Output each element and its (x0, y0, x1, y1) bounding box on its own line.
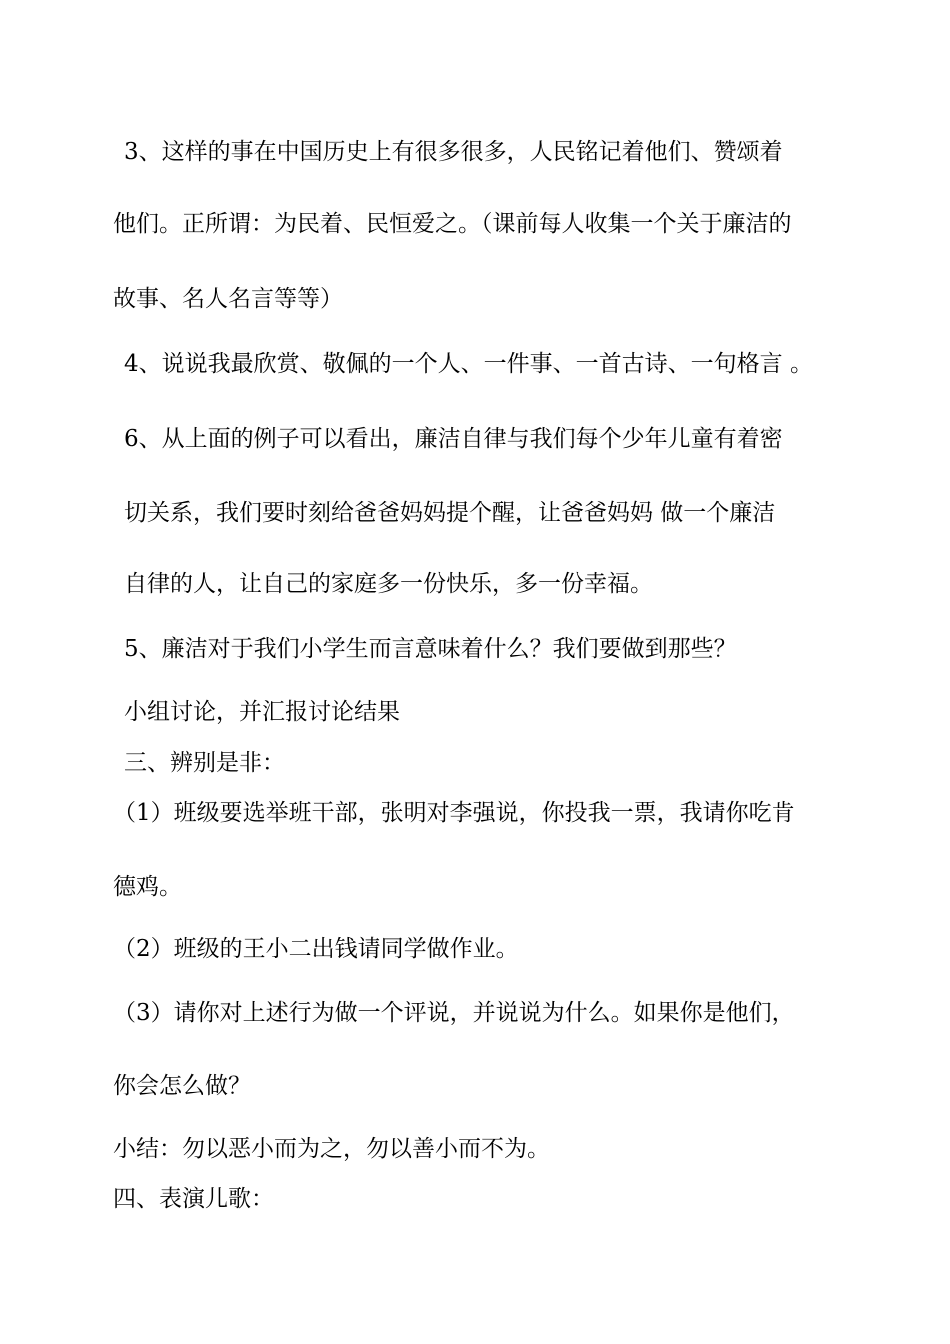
text-line-6: 切关系，我们要时刻给爸爸妈妈提个醒，让爸爸妈妈 做一个廉洁 (124, 500, 776, 526)
text-line-9: 小组讨论，并汇报讨论结果 (124, 699, 400, 725)
text-line-2: 他们。正所谓：为民着、民恒爱之。（课前每人收集一个关于廉洁的 (113, 211, 792, 237)
text-line-16: 小结：勿以恶小而为之，勿以善小而不为。 (113, 1136, 550, 1162)
text-line-15: 你会怎么做？ (113, 1073, 251, 1099)
text-line-1: 3、这样的事在中国历史上有很多很多，人民铭记着他们、赞颂着 (124, 139, 783, 165)
text-line-7: 自律的人，让自己的家庭多一份快乐，多一份幸福。 (124, 571, 653, 597)
text-line-17: 四、表演儿歌： (113, 1186, 274, 1212)
text-line-10: 三、辨别是非： (124, 750, 285, 776)
text-line-12: 德鸡。 (113, 874, 182, 900)
text-line-11: （1）班级要选举班干部，张明对李强说，你投我一票，我请你吃肯 (113, 800, 795, 826)
text-line-14: （3）请你对上述行为做一个评说，并说说为什么。如果你是他们， (113, 1000, 795, 1026)
text-line-8: 5、廉洁对于我们小学生而言意味着什么？我们要做到那些？ (124, 636, 737, 662)
text-line-3: 故事、名人名言等等） (113, 286, 343, 312)
text-line-5: 6、从上面的例子可以看出，廉洁自律与我们每个少年儿童有着密 (124, 426, 783, 452)
text-line-13: （2）班级的王小二出钱请同学做作业。 (113, 936, 519, 962)
text-line-4: 4、说说我最欣赏、敬佩的一个人、一件事、一首古诗、一句格言 。 (124, 351, 813, 377)
